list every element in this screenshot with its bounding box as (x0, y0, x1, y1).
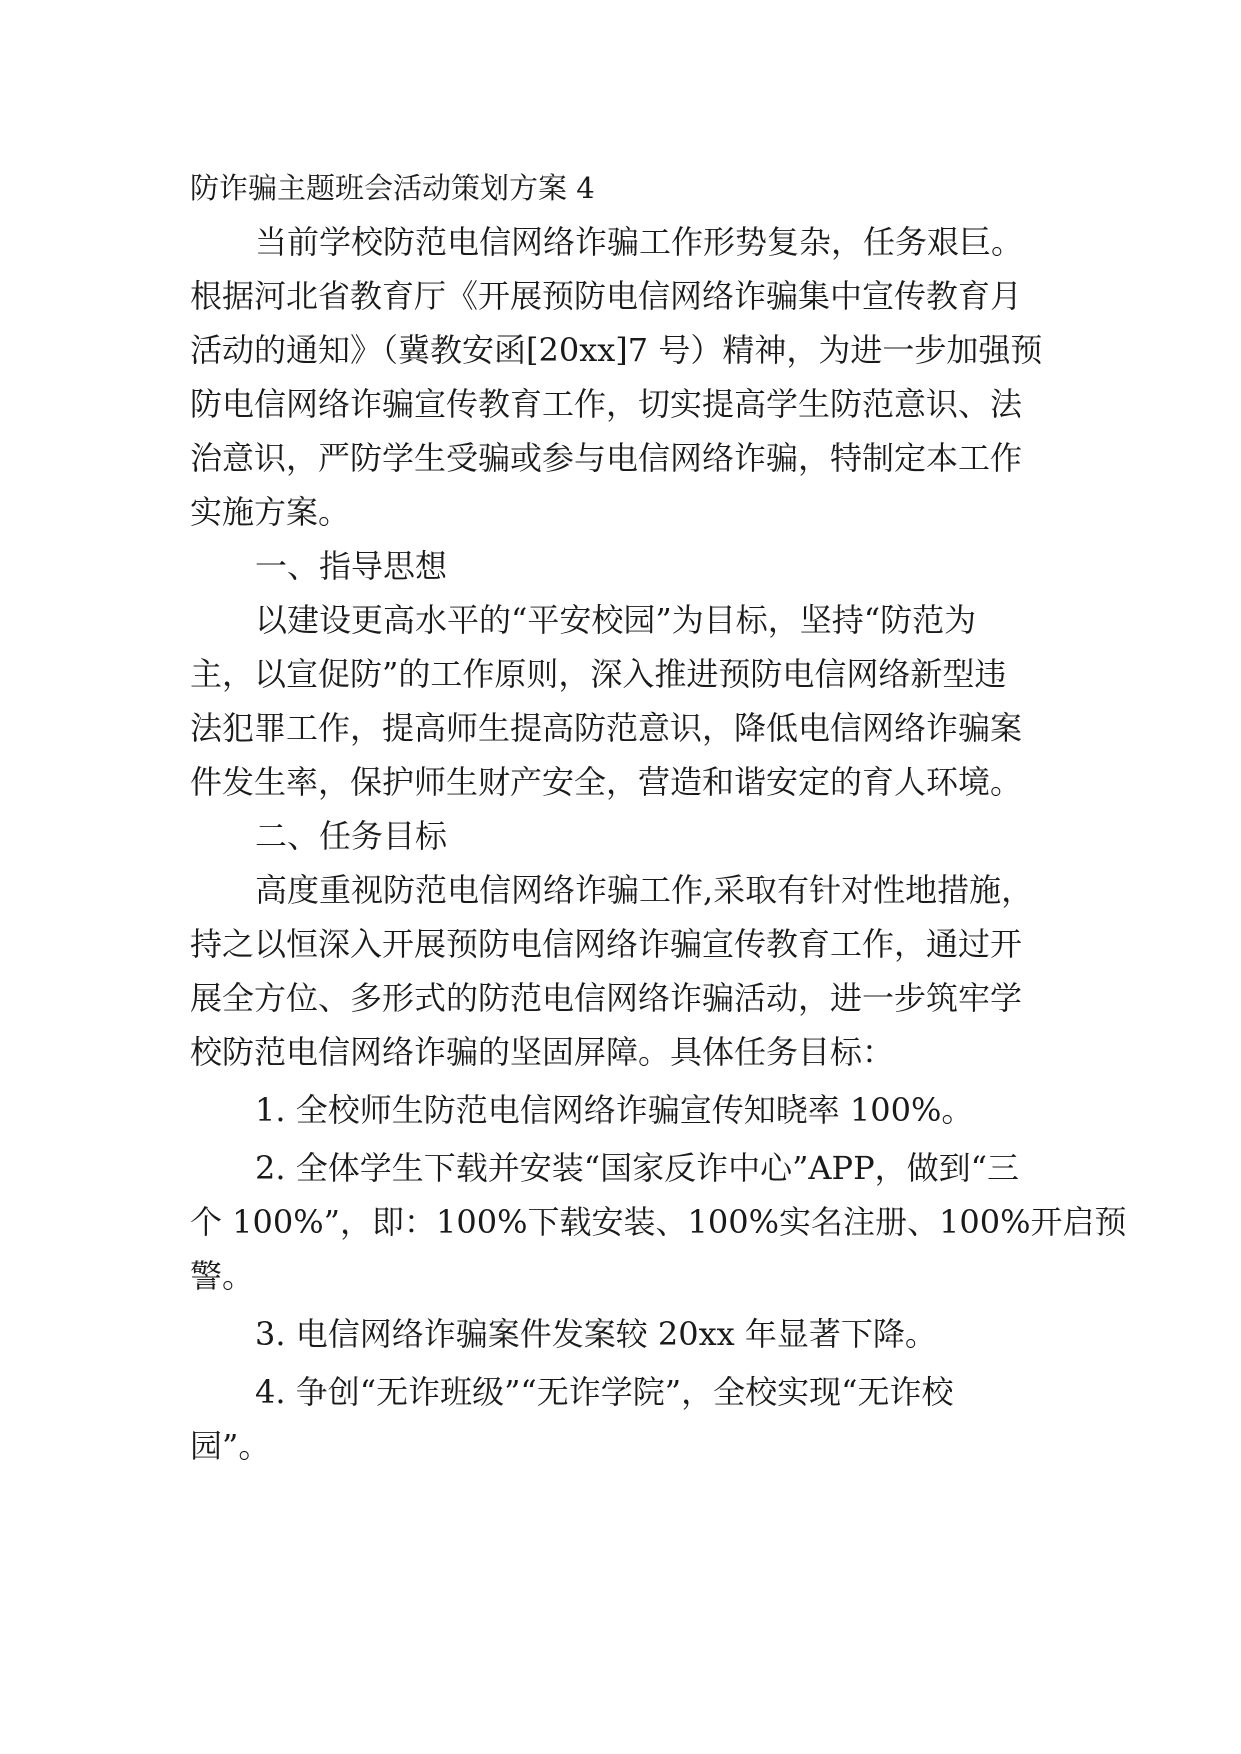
section-heading: 一、指导思想 (255, 547, 448, 585)
paragraph-line: 持之以恒深入开展预防电信网络诈骗宣传教育工作，通过开 (190, 925, 1023, 963)
list-item-continuation: 园”。 (190, 1427, 271, 1465)
paragraph-line: 展全方位、多形式的防范电信网络诈骗活动，进一步筑牢学 (190, 979, 1023, 1017)
paragraph-line: 主，以宣促防”的工作原则，深入推进预防电信网络新型违 (190, 655, 1007, 693)
paragraph-line: 活动的通知》（冀教安函[20xx]7 号）精神，为进一步加强预 (190, 331, 1043, 369)
paragraph-line: 防电信网络诈骗宣传教育工作，切实提高学生防范意识、法 (190, 385, 1023, 423)
list-item-continuation: 警。 (190, 1257, 255, 1295)
paragraph-line: 根据河北省教育厅《开展预防电信网络诈骗集中宣传教育月 (190, 277, 1023, 315)
list-item-continuation: 个 100%”，即：100%下载安装、100%实名注册、100%开启预 (190, 1203, 1127, 1241)
paragraph-line: 以建设更高水平的“平安校园”为目标，坚持“防范为 (255, 601, 977, 639)
document-title: 防诈骗主题班会活动策划方案 4 (190, 171, 595, 205)
section-heading: 二、任务目标 (255, 817, 448, 855)
list-item: 3. 电信网络诈骗案件发案较 20xx 年显著下降。 (255, 1315, 937, 1353)
paragraph-line: 当前学校防范电信网络诈骗工作形势复杂，任务艰巨。 (255, 223, 1024, 261)
list-item: 1. 全校师生防范电信网络诈骗宣传知晓率 100%。 (255, 1091, 974, 1129)
list-item: 2. 全体学生下载并安装“国家反诈中心”APP，做到“三 (255, 1149, 1019, 1187)
paragraph-line: 治意识，严防学生受骗或参与电信网络诈骗，特制定本工作 (190, 439, 1023, 477)
paragraph-line: 实施方案。 (190, 493, 351, 531)
paragraph-line: 高度重视防范电信网络诈骗工作,采取有针对性地措施， (255, 871, 1034, 909)
paragraph-line: 法犯罪工作，提高师生提高防范意识，降低电信网络诈骗案 (190, 709, 1023, 747)
list-item: 4. 争创“无诈班级”“无诈学院”，全校实现“无诈校 (255, 1373, 954, 1411)
paragraph-line: 件发生率，保护师生财产安全，营造和谐安定的育人环境。 (190, 763, 1023, 801)
paragraph-line: 校防范电信网络诈骗的坚固屏障。具体任务目标： (190, 1033, 895, 1071)
